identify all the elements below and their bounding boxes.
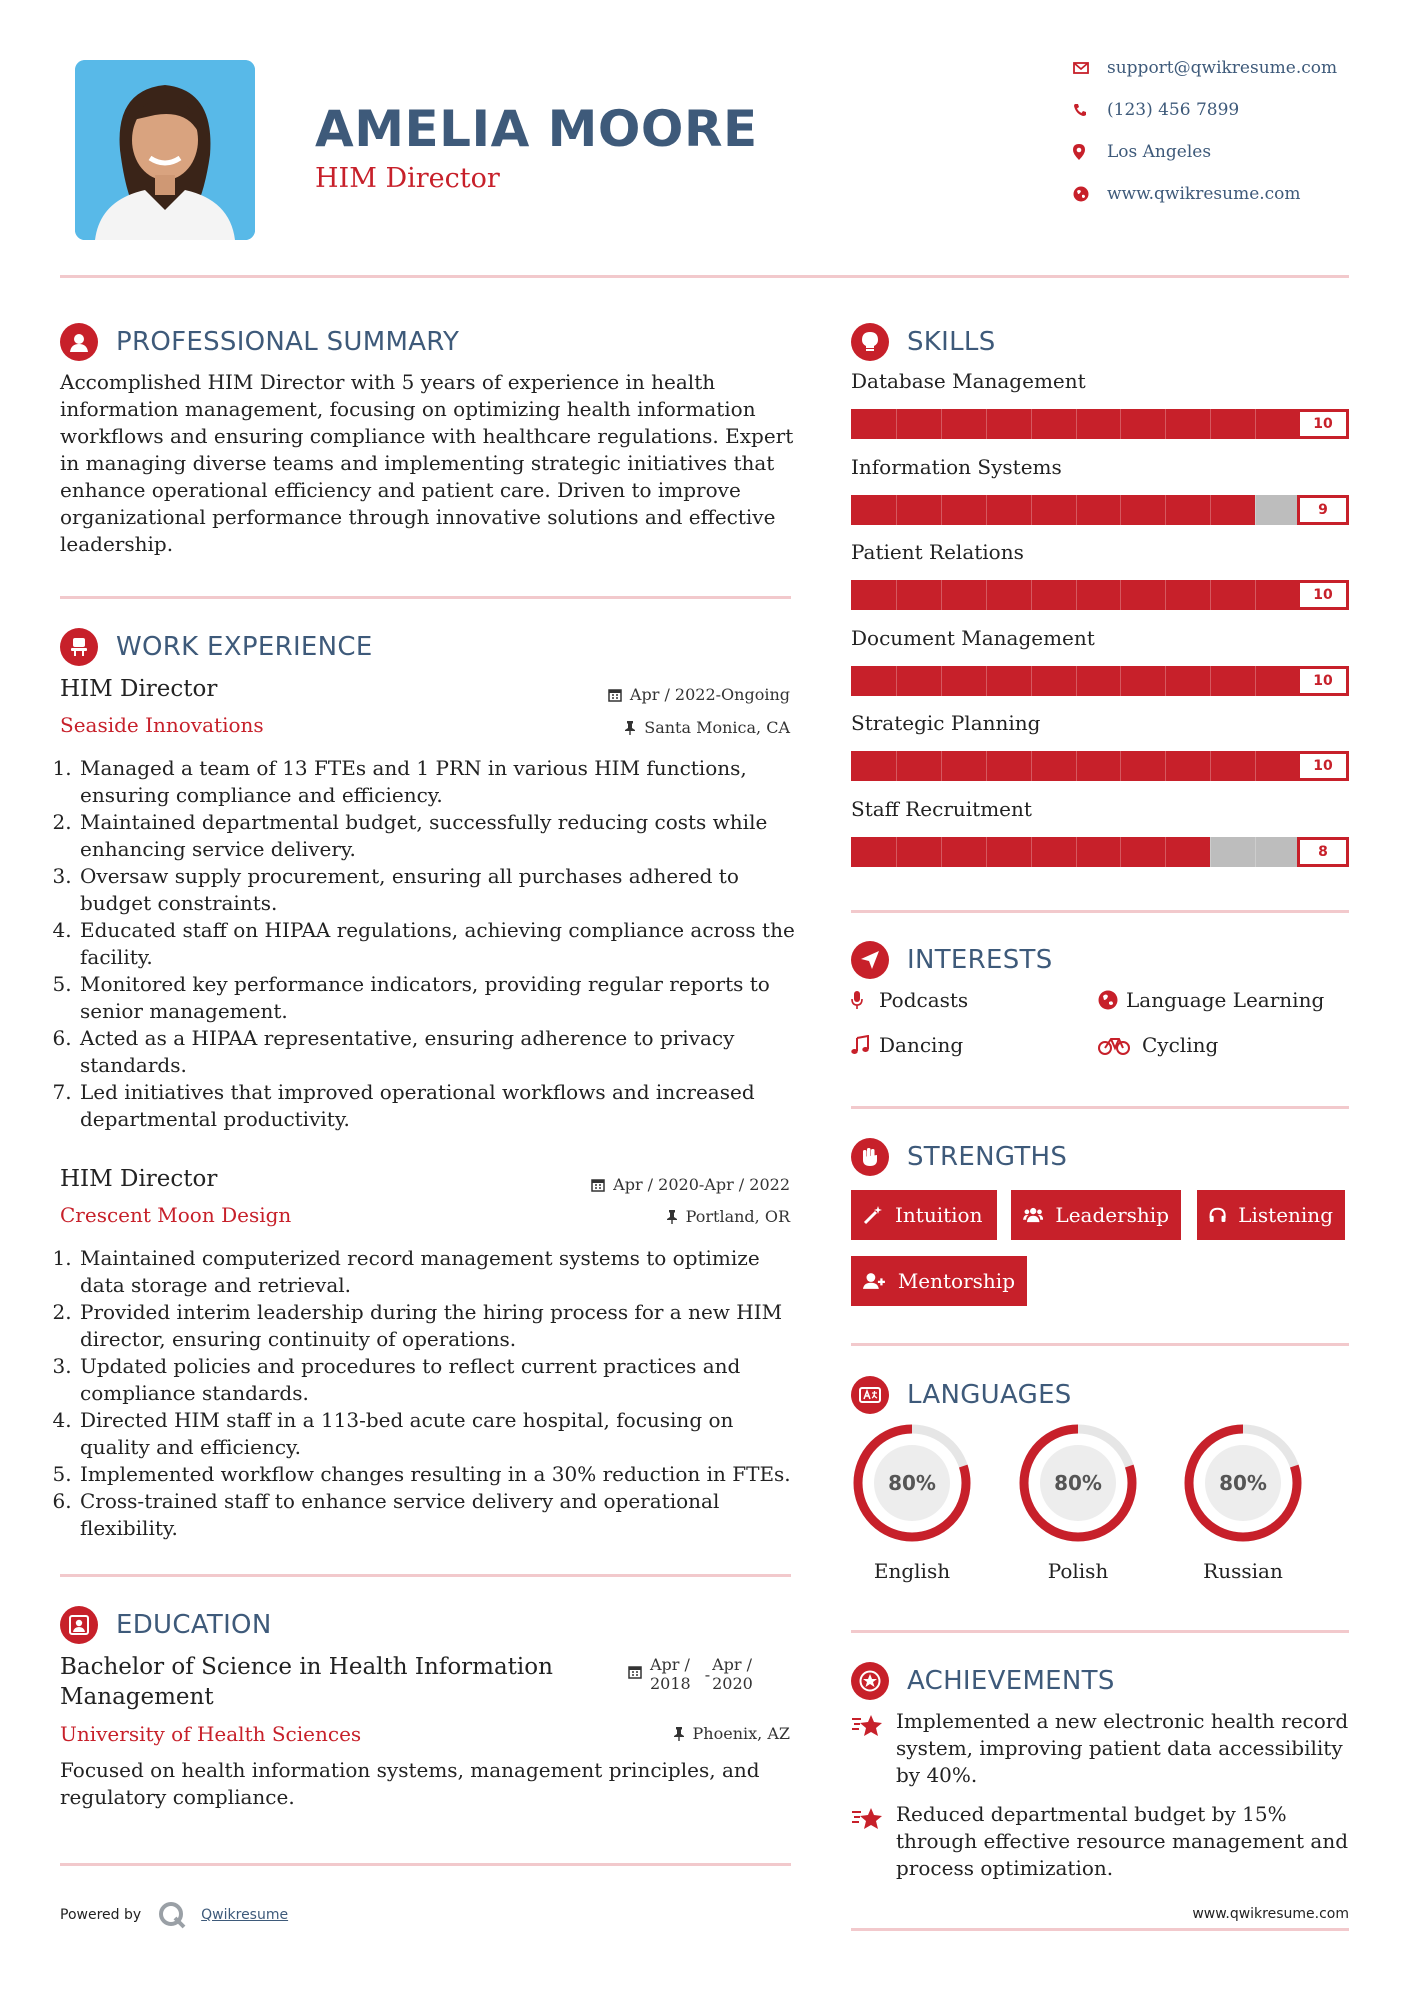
languages-divider — [851, 1630, 1349, 1633]
interest-label: Dancing — [879, 1033, 964, 1057]
education-date-separator: - — [704, 1665, 711, 1684]
work-divider — [60, 1574, 791, 1577]
headphones-icon — [1209, 1205, 1226, 1225]
education-end-line-2: 2020 — [712, 1674, 753, 1693]
interest-podcasts — [851, 988, 968, 1012]
skill-bar-fill — [851, 495, 1255, 525]
skills-divider — [851, 910, 1349, 913]
skill-bar-segment — [1165, 751, 1166, 781]
pushpin-icon — [666, 1209, 678, 1224]
language-ring — [1182, 1422, 1304, 1544]
list-item: 1. Managed a team of 13 FTEs and 1 PRN in various HIM functions, ensuring compliance and efficiency. — [78, 755, 798, 809]
summary-title: PROFESSIONAL SUMMARY — [116, 327, 460, 357]
skill-bar-segment — [941, 409, 942, 439]
skill-bar-segment — [896, 666, 897, 696]
skill-bar-segment — [986, 495, 987, 525]
skill-bar-segment — [1210, 666, 1211, 696]
footer-divider — [851, 1928, 1349, 1931]
skill-name: Strategic Planning — [851, 711, 1041, 735]
skill-bar-segment — [986, 666, 987, 696]
education-school: University of Health Sciences — [60, 1722, 362, 1746]
powered-by — [60, 1900, 288, 1930]
strength-label: Leadership — [1055, 1203, 1169, 1227]
shooting-star-icon — [851, 1801, 896, 1882]
skill-bar-segment — [986, 409, 987, 439]
skill-bar-segment — [941, 666, 942, 696]
skill-bar-segment — [1031, 666, 1032, 696]
skills-section-header — [851, 323, 996, 361]
skill-bar-fill — [851, 409, 1321, 439]
list-item: 4. Directed HIM staff in a 113-bed acute care hospital, focusing on quality and efficiency. — [78, 1407, 803, 1461]
contact-phone[interactable] — [1073, 100, 1239, 120]
globe-icon — [1098, 990, 1126, 1010]
skill-bar-segment — [1076, 495, 1077, 525]
language-ring-chart — [1017, 1422, 1139, 1544]
interests-title: INTERESTS — [907, 945, 1053, 975]
users-icon — [1023, 1205, 1043, 1225]
job-1-date — [608, 685, 790, 704]
achievements-title: ACHIEVEMENTS — [907, 1666, 1115, 1696]
achievement-item — [851, 1708, 1351, 1789]
strength-label: Listening — [1238, 1203, 1333, 1227]
skill-bar — [851, 751, 1349, 781]
skill-bar-segment — [941, 495, 942, 525]
skill-bar-segment — [1210, 837, 1211, 867]
globe-icon — [1073, 186, 1107, 202]
list-item: 3. Updated policies and procedures to reflect current practices and compliance standards. — [78, 1353, 803, 1407]
skill-bar-segment — [896, 837, 897, 867]
education-end-date — [712, 1655, 753, 1693]
skill-bar-segment — [1255, 837, 1256, 867]
skill-score: 10 — [1297, 580, 1349, 610]
education-section-header — [60, 1606, 272, 1644]
work-title: WORK EXPERIENCE — [116, 632, 373, 662]
job-1-location — [624, 718, 790, 737]
job-1-responsibilities — [58, 755, 798, 1133]
list-item: 6. Acted as a HIPAA representative, ensuring adherence to privacy standards. — [78, 1025, 798, 1079]
map-pin-icon — [1073, 144, 1107, 160]
magic-wand-icon — [863, 1205, 883, 1225]
skill-bar-fill — [851, 580, 1321, 610]
language-ring — [1017, 1422, 1139, 1544]
summary-divider — [60, 596, 791, 599]
translate-icon — [851, 1376, 889, 1414]
skill-bar-segment — [1165, 495, 1166, 525]
skill-bar-segment — [1031, 409, 1032, 439]
skill-bar-segment — [1255, 580, 1256, 610]
summary-text: Accomplished HIM Director with 5 years of experience in health information management, focusing on optimizing health information workflows and ensuring compliance with healthcare regulations. Expert in managing diverse teams and implementing strategic initiatives that enhance operational efficiency and patient care. Driven to improve organizational performance through innovative solutions and effective leadership. — [60, 370, 794, 556]
skill-bar-segment — [941, 751, 942, 781]
skill-bar-segment — [1120, 409, 1121, 439]
list-item: 3. Oversaw supply procurement, ensuring all purchases adhered to budget constraints. — [78, 863, 798, 917]
candidate-role: HIM Director — [315, 163, 500, 194]
achievement-text: Implemented a new electronic health record system, improving patient data accessibility by 40%. — [896, 1709, 1349, 1787]
skill-score: 10 — [1297, 409, 1349, 439]
interest-language-learning — [1098, 988, 1324, 1012]
profile-photo — [75, 60, 255, 240]
interest-dancing — [851, 1033, 963, 1057]
skill-bar-segment — [1076, 580, 1077, 610]
list-item: 2. Maintained departmental budget, successfully reducing costs while enhancing service delivery. — [78, 809, 798, 863]
skill-score: 8 — [1297, 837, 1349, 867]
skill-bar — [851, 837, 1349, 867]
skill-bar-segment — [1210, 409, 1211, 439]
candidate-name: AMELIA MOORE — [315, 100, 758, 158]
skill-bar-segment — [941, 580, 942, 610]
skills-title: SKILLS — [907, 327, 996, 357]
achievement-text: Reduced departmental budget by 15% through effective resource management and process optimization. — [896, 1802, 1349, 1880]
skill-bar-segment — [1031, 580, 1032, 610]
interests-divider — [851, 1106, 1349, 1109]
envelope-icon — [1073, 62, 1107, 74]
job-2-company: Crescent Moon Design — [60, 1203, 292, 1227]
skill-bar-segment — [1165, 409, 1166, 439]
chair-icon — [60, 628, 98, 666]
language-ring-chart — [851, 1422, 973, 1544]
skill-bar — [851, 666, 1349, 696]
strength-label: Intuition — [895, 1203, 983, 1227]
interest-label: Podcasts — [879, 988, 969, 1012]
skill-bar-segment — [1031, 495, 1032, 525]
calendar-icon — [608, 688, 622, 702]
skill-bar-segment — [1255, 666, 1256, 696]
job-1-company: Seaside Innovations — [60, 713, 264, 737]
strength-mentorship — [851, 1256, 1027, 1306]
skill-bar-segment — [1076, 751, 1077, 781]
job-1-location-text: Santa Monica, CA — [644, 718, 790, 737]
skill-bar-segment — [896, 409, 897, 439]
job-2-date-text: Apr / 2020-Apr / 2022 — [613, 1175, 790, 1194]
skill-bar — [851, 580, 1349, 610]
language-ring — [851, 1422, 973, 1544]
bicycle-icon — [1098, 1035, 1142, 1055]
contact-website-text: www.qwikresume.com — [1107, 184, 1301, 204]
skill-bar-segment — [941, 837, 942, 867]
skill-bar-segment — [1255, 409, 1256, 439]
lightbulb-icon — [851, 323, 889, 361]
skill-bar-segment — [1120, 495, 1121, 525]
education-start-line-2: 2018 — [650, 1674, 691, 1693]
contact-email-text: support@qwikresume.com — [1107, 58, 1338, 78]
contact-phone-text: (123) 456 7899 — [1107, 100, 1240, 120]
shooting-star-icon — [851, 1708, 896, 1789]
calendar-icon — [591, 1178, 605, 1192]
skill-bar-segment — [1120, 751, 1121, 781]
skill-bar-segment — [1120, 666, 1121, 696]
interest-label: Cycling — [1142, 1033, 1219, 1057]
language-ring-chart — [1182, 1422, 1304, 1544]
skill-bar-fill — [851, 751, 1321, 781]
skill-bar-segment — [1165, 837, 1166, 867]
interest-cycling — [1098, 1033, 1218, 1057]
job-1-title: HIM Director — [60, 676, 218, 702]
education-end-line-1: Apr / — [712, 1655, 753, 1674]
language-percent: 80% — [1219, 1471, 1267, 1495]
skill-bar-segment — [1255, 751, 1256, 781]
qwikresume-link[interactable]: Qwikresume — [201, 1907, 289, 1923]
list-item: 5. Implemented workflow changes resulting in a 30% reduction in FTEs. — [78, 1461, 803, 1488]
education-divider — [60, 1863, 791, 1866]
education-degree: Bachelor of Science in Health Information Management — [60, 1654, 553, 1710]
education-location-text: Phoenix, AZ — [692, 1724, 790, 1743]
skill-bar-segment — [896, 495, 897, 525]
paper-plane-icon — [851, 941, 889, 979]
education-title: EDUCATION — [116, 1610, 272, 1640]
skill-bar-segment — [1076, 837, 1077, 867]
skill-bar-segment — [1165, 580, 1166, 610]
list-item: 7. Led initiatives that improved operational workflows and increased departmental productivity. — [78, 1079, 798, 1133]
skill-name: Database Management — [851, 369, 1086, 393]
skill-bar-segment — [986, 580, 987, 610]
pushpin-icon — [624, 720, 636, 735]
skill-name: Document Management — [851, 625, 1095, 650]
job-1-date-text: Apr / 2022-Ongoing — [629, 685, 790, 704]
user-circle-icon — [60, 323, 98, 361]
contact-location — [1073, 142, 1211, 162]
skill-bar-fill — [851, 666, 1321, 696]
education-description: Focused on health information systems, management principles, and regulatory compliance. — [60, 1758, 760, 1809]
language-percent: 80% — [1054, 1471, 1102, 1495]
list-item: 4. Educated staff on HIPAA regulations, achieving compliance across the facility. — [78, 917, 798, 971]
achievement-item — [851, 1801, 1351, 1882]
strength-leadership — [1011, 1190, 1181, 1240]
fist-icon — [851, 1138, 889, 1176]
music-note-icon — [851, 1035, 879, 1055]
header-divider — [60, 275, 1349, 278]
star-badge-icon — [851, 1662, 889, 1700]
language-percent: 80% — [888, 1471, 936, 1495]
work-section-header — [60, 628, 373, 666]
language-name: Russian — [1203, 1559, 1283, 1583]
skill-bar-segment — [1076, 666, 1077, 696]
list-item: 5. Monitored key performance indicators, providing regular reports to senior management. — [78, 971, 798, 1025]
skill-bar-segment — [1165, 666, 1166, 696]
footer-website[interactable]: www.qwikresume.com — [1192, 1906, 1349, 1922]
skill-bar-segment — [986, 751, 987, 781]
skill-bar-segment — [1255, 495, 1256, 525]
interests-section-header — [851, 941, 1053, 979]
summary-section-header — [60, 323, 459, 361]
calendar-icon — [628, 1665, 642, 1679]
achievements-section-header — [851, 1662, 1115, 1700]
education-start-date — [650, 1655, 691, 1693]
skill-bar — [851, 409, 1349, 439]
skill-bar-segment — [986, 837, 987, 867]
graduate-icon — [60, 1606, 98, 1644]
skill-name: Staff Recruitment — [851, 796, 1032, 821]
education-dates — [628, 1655, 753, 1693]
user-plus-icon — [863, 1271, 886, 1291]
skill-name: Information Systems — [851, 454, 1062, 479]
skill-bar-segment — [896, 580, 897, 610]
list-item: 6. Cross-trained staff to enhance service delivery and operational flexibility. — [78, 1488, 803, 1542]
skill-bar-segment — [1031, 751, 1032, 781]
job-2-responsibilities — [58, 1245, 803, 1542]
skill-score: 10 — [1297, 751, 1349, 781]
skill-bar-segment — [1120, 580, 1121, 610]
strengths-title: STRENGTHS — [907, 1142, 1068, 1172]
strength-intuition — [851, 1190, 997, 1240]
phone-icon — [1073, 103, 1107, 117]
microphone-icon — [851, 990, 879, 1010]
strength-listening — [1197, 1190, 1345, 1240]
qwikresume-logo-icon — [157, 1900, 187, 1930]
interest-label: Language Learning — [1126, 988, 1325, 1012]
languages-section-header — [851, 1376, 1072, 1414]
list-item: 2. Provided interim leadership during the hiring process for a new HIM director, ensuring continuity of operations. — [78, 1299, 803, 1353]
skill-name: Patient Relations — [851, 540, 1024, 564]
skill-bar-segment — [1210, 751, 1211, 781]
job-2-location-text: Portland, OR — [685, 1207, 790, 1226]
strength-label: Mentorship — [897, 1269, 1015, 1293]
contact-location-text: Los Angeles — [1107, 142, 1212, 162]
skill-score: 9 — [1297, 495, 1349, 525]
language-name: English — [873, 1559, 951, 1583]
list-item: 1. Maintained computerized record management systems to optimize data storage and retrieval. — [78, 1245, 803, 1299]
powered-by-label: Powered by — [60, 1907, 142, 1923]
job-2-location — [666, 1207, 790, 1226]
languages-title: LANGUAGES — [907, 1380, 1072, 1410]
education-start-line-1: Apr / — [650, 1655, 690, 1674]
skill-bar-segment — [1076, 409, 1077, 439]
skill-bar — [851, 495, 1349, 525]
contact-website[interactable] — [1073, 184, 1301, 204]
education-location — [673, 1724, 790, 1743]
skill-bar-segment — [1210, 580, 1211, 610]
skill-bar-segment — [1031, 837, 1032, 867]
job-2-date — [591, 1175, 790, 1194]
language-name: Polish — [1047, 1559, 1109, 1583]
skill-bar-segment — [896, 751, 897, 781]
skill-bar-segment — [1210, 495, 1211, 525]
pushpin-icon — [673, 1726, 685, 1741]
skill-bar-segment — [1120, 837, 1121, 867]
contact-email[interactable] — [1073, 58, 1337, 78]
job-2-title: HIM Director — [60, 1166, 218, 1192]
strengths-divider — [851, 1343, 1349, 1346]
strengths-section-header — [851, 1138, 1067, 1176]
skill-score: 10 — [1297, 666, 1349, 696]
